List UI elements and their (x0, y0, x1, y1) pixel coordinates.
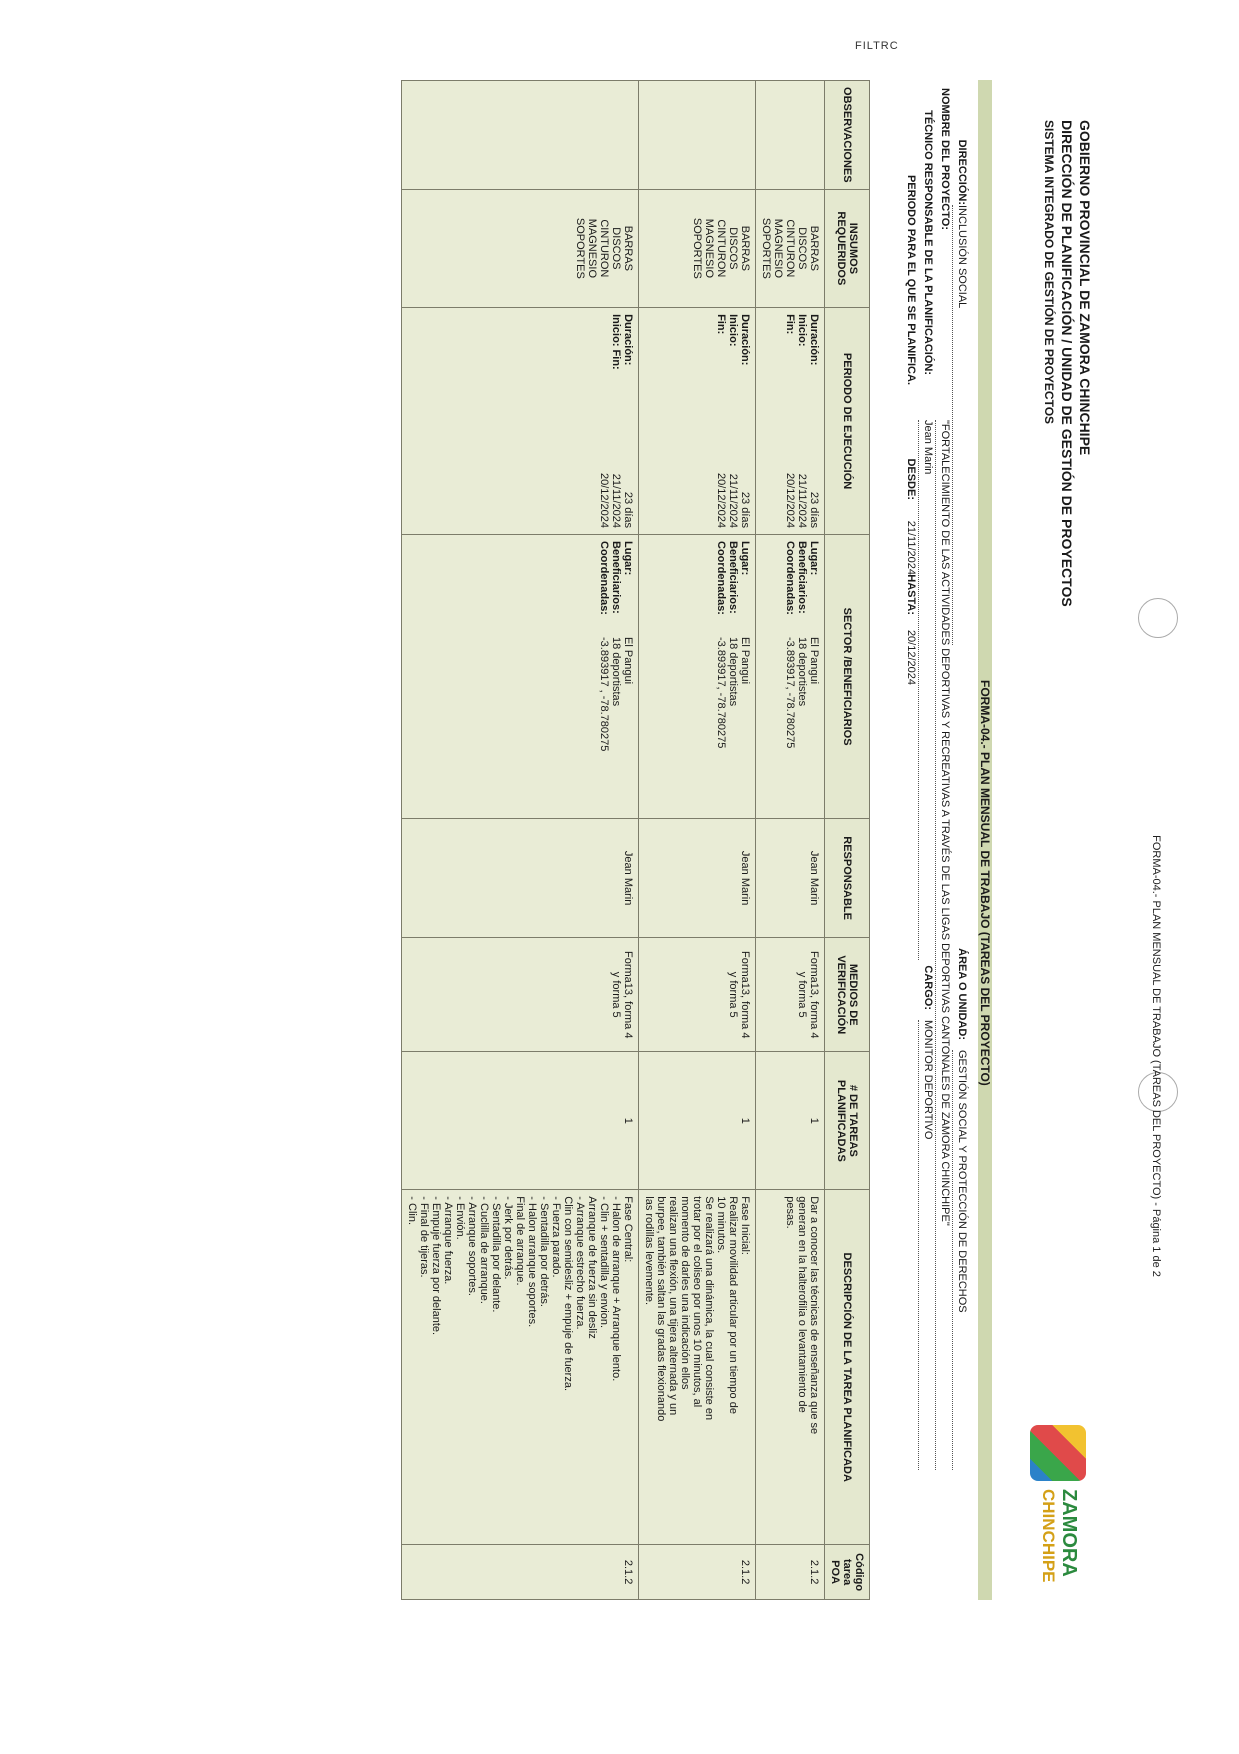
description-line: burpee, también saltan las gradas flexionando (655, 1196, 667, 1422)
period-label: Inicio: Fin: (610, 314, 622, 370)
table-row (756, 81, 825, 1600)
sector-label: Lugar: (739, 541, 751, 576)
description-line: trotar por el coliseo por unos 10 minutos, al (691, 1196, 703, 1408)
table-header-row (825, 81, 870, 1600)
sector-label: Coordenadas: (784, 541, 796, 615)
sector-label: Coordenadas: (715, 541, 727, 615)
responsible-cell (756, 819, 825, 938)
observations-cell (639, 81, 756, 190)
description-line: - Envión. (454, 1196, 466, 1240)
proyecto-row (936, 80, 953, 1600)
form-title: FORMA-04.- PLAN MENSUAL DE TRABAJO (TAREAS DEL PROYECTO) (978, 680, 992, 1086)
description-line: - Sentadilla por detrás. (538, 1196, 550, 1307)
proyecto-label: NOMBRE DEL PROYECTO: (939, 88, 951, 230)
responsible-name: Jean Marin (739, 850, 751, 906)
sector-label: Lugar: (622, 541, 634, 576)
verification-cell (402, 938, 639, 1052)
verification-cell (756, 938, 825, 1052)
form-header (1005, 80, 1100, 1600)
inputs-cell (756, 189, 825, 307)
periodo-label: PERIODO PARA EL QUE SE PLANIFICA. (905, 174, 917, 385)
input-item: BARRAS (739, 225, 751, 271)
input-item: DISCOS (796, 227, 808, 270)
period-label: Fin: (784, 314, 796, 335)
input-item: CINTURON (598, 219, 610, 278)
description-line: Final de arranque. (514, 1196, 526, 1286)
description-line: - Arranque estrecho fuerza. (574, 1196, 586, 1330)
input-item: SOPORTES (760, 217, 772, 279)
sector-cell (402, 535, 639, 819)
period-label (598, 314, 610, 404)
task-description-cell (756, 1190, 825, 1545)
period-value: 20/12/2024 (715, 472, 727, 529)
direccion-value: INCLUSIÓN SOCIAL (952, 205, 970, 645)
responsible-cell (639, 819, 756, 938)
period-label: Inicio: (796, 314, 808, 347)
sector-value: 18 deportistas (610, 637, 622, 707)
sector-cell (756, 535, 825, 819)
task-code: 2.1.2 (739, 1559, 751, 1585)
task-code-cell (639, 1545, 756, 1600)
header-description: DESCRIPCIÓN DE LA TAREA PLANIFICADA (825, 1190, 870, 1545)
task-count: 1 (739, 1117, 751, 1124)
logo-text-bottom: CHINCHIPE (1039, 1489, 1058, 1583)
corner-mark: FILTRC (855, 40, 899, 52)
verification-line: Forma13, forma 4 (808, 951, 820, 1039)
period-value: 20/12/2024 (784, 472, 796, 529)
description-line: Arranque de fuerza sin desliz (586, 1196, 598, 1339)
header-period: PERIODO DE EJECUCIÓN (825, 308, 870, 535)
description-line: - Jerk por detrás. (502, 1196, 514, 1280)
responsible-name: Jean Marin (622, 850, 634, 906)
sector-value: El Pangui (622, 637, 634, 685)
period-value: 23 días (622, 491, 634, 529)
input-item: CINTURON (715, 219, 727, 278)
tecnico-value: Jean Marin (918, 420, 936, 960)
header-code: Código tarea POA (825, 1545, 870, 1600)
verification-line: y forma 5 (610, 971, 622, 1018)
description-line: Dar a conocer las técnicas de enseñanza que se (808, 1196, 820, 1435)
cargo-value: MONITOR DEPORTIVO (918, 1020, 936, 1470)
input-item: MAGNESIO (586, 218, 598, 279)
description-line: - Cuclilla de arranque. (478, 1196, 490, 1304)
tecnico-label: TÉCNICO RESPONSABLE DE LA PLANIFICACIÓN: (922, 110, 934, 375)
description-line: - Halon de arranque + Arranque lento. (610, 1196, 622, 1382)
observations-cell (756, 81, 825, 190)
proyecto-value: "FORTALECIMIENTO DE LAS ACTIVIDADES DEPORTIVAS Y RECREATIVAS A TRAVÉS DE LAS LIGAS DEPORTIVAS CANTONALES DE ZAMORA CHINCHIPE" (935, 420, 953, 1470)
task-code: 2.1.2 (808, 1559, 820, 1585)
period-cell (756, 308, 825, 535)
area-label: ÁREA O UNIDAD: (956, 948, 968, 1040)
description-line: - Halon arranque soportes. (526, 1196, 538, 1328)
input-item: SOPORTES (574, 217, 586, 279)
header-count: # DE TAREAS PLANIFICADAS (825, 1052, 870, 1190)
logo-emblem-icon (1030, 1425, 1086, 1481)
task-code-cell (402, 1545, 639, 1600)
input-item: DISCOS (727, 227, 739, 270)
period-cell (639, 308, 756, 535)
task-description-cell (402, 1190, 639, 1545)
period-label: Duración: (808, 314, 820, 366)
description-line: Fase Central: (622, 1196, 634, 1263)
task-count-cell (402, 1052, 639, 1190)
input-item: BARRAS (808, 225, 820, 271)
sector-value: 18 deportistes (796, 637, 808, 707)
hasta-value: 20/12/2024 (905, 629, 917, 685)
task-count: 1 (622, 1117, 634, 1124)
period-value: 23 días (739, 491, 751, 529)
periodo-row (902, 80, 919, 1600)
period-label: Fin: (715, 314, 727, 335)
period-label: Duración: (622, 314, 634, 366)
inputs-cell (402, 189, 639, 307)
cargo-label: CARGO: (922, 965, 934, 1010)
header-inputs: INSUMOS REQUERIDOS (825, 189, 870, 307)
desde-label: DESDE: (905, 458, 917, 500)
description-line: - Clin + sentadilla y envion. (598, 1196, 610, 1329)
description-line: - Fuerza parado. (550, 1196, 562, 1278)
sector-value: -3.893917, -78.780275 (784, 637, 796, 749)
header-verification: MEDIOS DE VERIFICACIÓN (825, 938, 870, 1052)
sector-value: -3.893917, -78.780275 (715, 637, 727, 749)
description-line: Fase Inicial: (739, 1196, 751, 1255)
observations-cell (402, 81, 639, 190)
sector-label: Beneficiarios: (796, 541, 808, 614)
description-line: - Empuje fuerza por delante. (430, 1196, 442, 1336)
department-name: DIRECCIÓN DE PLANIFICACIÓN / UNIDAD DE GESTIÓN DE PROYECTOS (1059, 120, 1075, 607)
system-name: SISTEMA INTEGRADO DE GESTIÓN DE PROYECTOS (1042, 120, 1056, 425)
description-line: - Final de tijeras. (418, 1196, 430, 1278)
province-logo (1012, 1425, 1092, 1595)
input-item: MAGNESIO (772, 218, 784, 279)
sector-label: Beneficiarios: (610, 541, 622, 614)
input-item: DISCOS (610, 227, 622, 270)
input-item: MAGNESIO (703, 218, 715, 279)
rotated-form (140, 80, 1100, 1600)
punch-hole (1138, 598, 1178, 638)
task-count: 1 (808, 1117, 820, 1124)
input-item: CINTURON (784, 219, 796, 278)
description-line: Realizar movilidad articular por un tiempo de (727, 1196, 739, 1414)
description-line: generan en la halterofilia o levantamiento de (796, 1196, 808, 1413)
header-responsible: RESPONSABLE (825, 819, 870, 938)
description-line: - Arranque fuerza. (442, 1196, 454, 1285)
period-label: Duración: (739, 314, 751, 366)
description-line: realizan una flexión, una tijera alternada y un (667, 1196, 679, 1416)
direccion-label: DIRECCIÓN: (956, 139, 968, 205)
verification-line: Forma13, forma 4 (739, 951, 751, 1039)
description-line: las rodillas levemente. (643, 1196, 655, 1306)
responsible-cell (402, 819, 639, 938)
description-line: Clin con semidesliz + empuje de fuerza. (562, 1196, 574, 1392)
period-label: Inicio: (727, 314, 739, 347)
sector-label: Beneficiarios: (727, 541, 739, 614)
sector-cell (639, 535, 756, 819)
description-line: 10 minutos. (715, 1196, 727, 1254)
period-value: 23 días (808, 491, 820, 529)
period-cell (402, 308, 639, 535)
description-line: - Arranque soportes. (466, 1196, 478, 1296)
inputs-cell (639, 189, 756, 307)
institution-block (1040, 120, 1094, 607)
task-code: 2.1.2 (622, 1559, 634, 1585)
description-line: Se realizará una dinámica, la cual consiste en (703, 1196, 715, 1421)
description-line: pesas. (784, 1196, 796, 1229)
tecnico-row (919, 80, 936, 1600)
verification-line: Forma13, forma 4 (622, 951, 634, 1039)
period-value: 21/11/2024 (796, 473, 808, 529)
verification-line: y forma 5 (727, 971, 739, 1018)
responsible-name: Jean Marin (808, 850, 820, 906)
tasks-table (401, 80, 870, 1600)
verification-cell (639, 938, 756, 1052)
input-item: BARRAS (622, 225, 634, 271)
period-value: 21/11/2024 (610, 473, 622, 529)
description-line: - Clin. (406, 1196, 418, 1226)
table-body (402, 81, 825, 1600)
period-value: 21/11/2024 (727, 473, 739, 529)
table-row (639, 81, 756, 1600)
task-description-cell (639, 1190, 756, 1545)
header-observations: OBSERVACIONES (825, 81, 870, 190)
sector-label: Coordenadas: (598, 541, 610, 615)
sector-value: El Pangui (808, 637, 820, 685)
description-line: momento de darles una indicación ellos (679, 1196, 691, 1390)
header-sector: SECTOR /BENEFICIARIOS (825, 535, 870, 819)
input-item: SOPORTES (691, 217, 703, 279)
area-value: GESTIÓN SOCIAL Y PROTECCIÓN DE DERECHOS (952, 1050, 970, 1470)
description-line: - Sentadilla por delante. (490, 1196, 502, 1313)
verification-line: y forma 5 (796, 971, 808, 1018)
task-count-cell (639, 1052, 756, 1190)
sector-label: Lugar: (808, 541, 820, 576)
task-count-cell (756, 1052, 825, 1190)
project-metadata (902, 80, 970, 1600)
sector-value: 18 deportistas (727, 637, 739, 707)
direccion-row (953, 80, 970, 1600)
desde-value: 21/11/2024 (905, 520, 917, 575)
sector-value: El Pangui (739, 637, 751, 685)
task-code-cell (756, 1545, 825, 1600)
page-footer: FORMA-04.- PLAN MENSUAL DE TRABAJO (TAREAS DEL PROYECTO) - Página 1 de 2 (1150, 835, 1162, 1277)
period-value: 20/12/2024 (598, 472, 610, 529)
institution-name: GOBIERNO PROVINCIAL DE ZAMORA CHINCHIPE (1077, 120, 1093, 456)
sector-value: -3.893917 , -78.780275 (598, 637, 610, 752)
table-row (402, 81, 639, 1600)
logo-text-top: ZAMORA (1058, 1489, 1080, 1577)
hasta-label: HASTA: (905, 574, 917, 615)
